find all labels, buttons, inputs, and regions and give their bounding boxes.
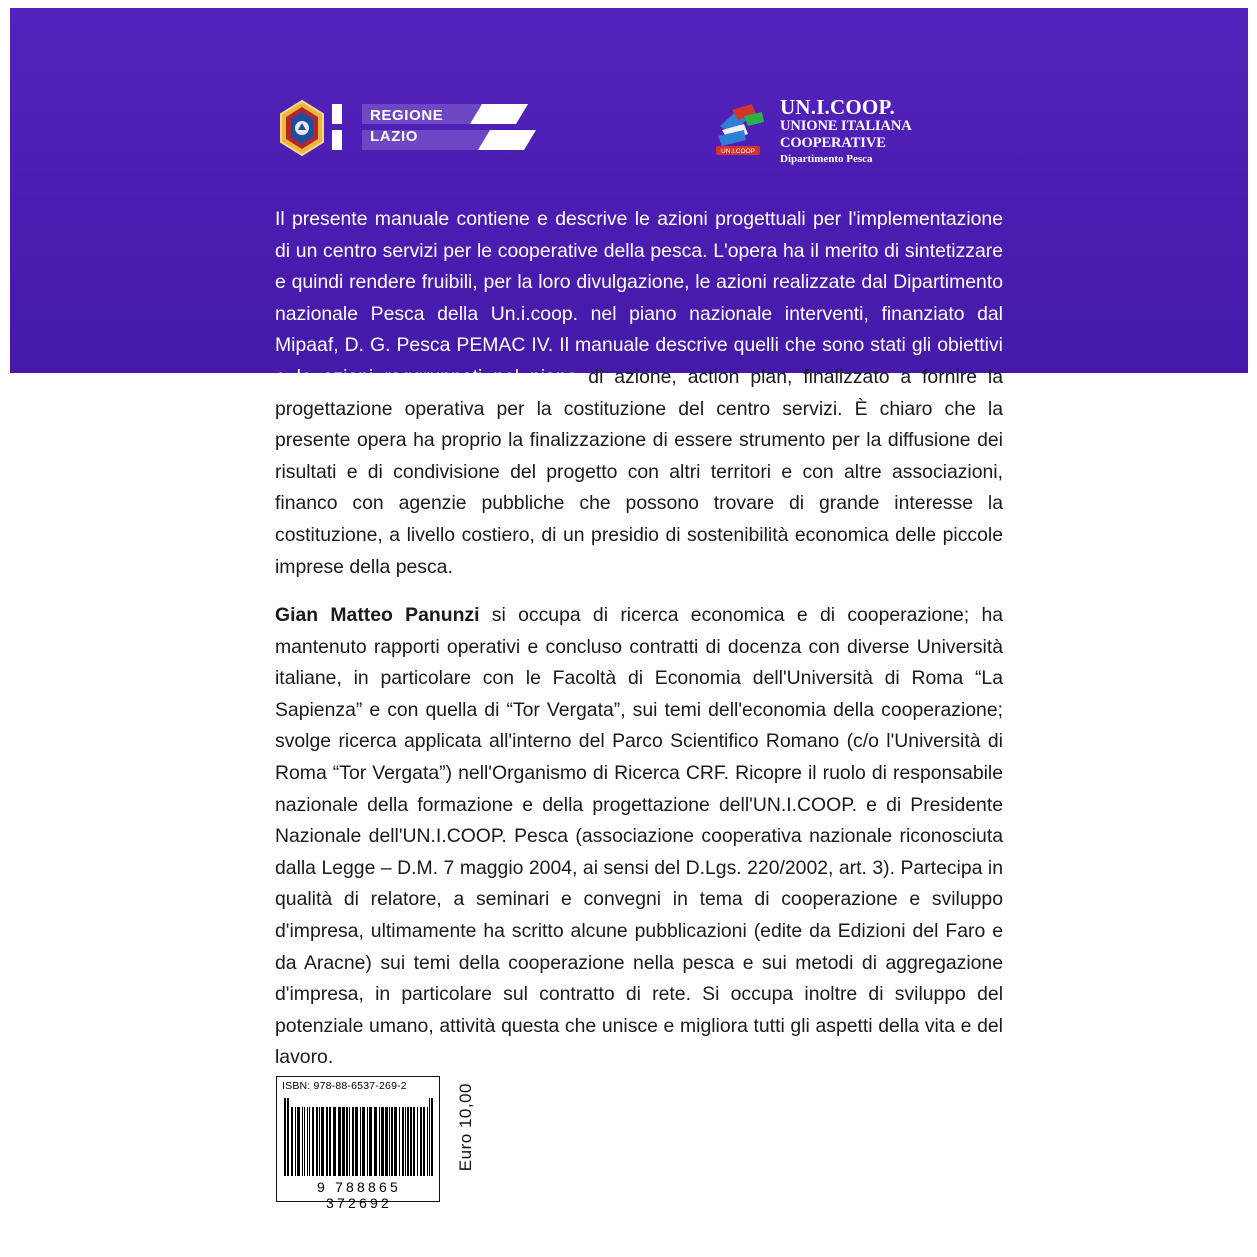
- unicoop-label-line2: UNIONE ITALIANA COOPERATIVE: [780, 118, 911, 151]
- price-label: Euro 10,00: [456, 1083, 475, 1172]
- author-bio-paragraph: [275, 600, 1003, 1074]
- barcode-bars-icon: [284, 1098, 434, 1176]
- regione-lazio-emblem-icon: [274, 100, 330, 156]
- unicoop-logo-icon: [710, 96, 772, 158]
- blurb-text-on-white: di azione, action plan, finalizzato a fornire la progettazione operativa per la costituzione del centro servizi. È chiaro che la presente opera ha proprio la finalizzazione di essere strumento per la diffusione dei risultati e di condivisione del progetto con altri territori e con altre associazioni, financo con agenzie pubbliche che possono trovare di grande interesse la costituzione, a livello costiero, di un presidio di sostenibilità economica delle piccole imprese della pesca.: [275, 365, 1003, 578]
- book-cover: [10, 8, 1248, 1249]
- logo-regione-lazio: [274, 100, 536, 156]
- isbn-label: ISBN: 978-88-6537-269-2: [282, 1080, 407, 1092]
- barcode-block: [276, 1076, 440, 1211]
- regione-label-line2: LAZIO: [370, 128, 418, 145]
- logo-unicoop: [710, 95, 1010, 165]
- unicoop-label-line3: Dipartimento Pesca: [780, 153, 873, 165]
- regione-label-line1: REGIONE: [370, 107, 444, 124]
- author-bio-text: si occupa di ricerca economica e di cooperazione; ha mantenuto rapporti operativi e concluso contratti di docenza con diverse Università italiane, in particolare con le Facoltà di Economia dell'Università di Roma “La Sapienza” e con quella di “Tor Vergata”, sui temi dell'economia della cooperazione; svolge ricerca applicata all'interno del Parco Scientifico Romano (c/o l'Università di Roma “Tor Vergata”) nell'Organismo di Ricerca CRF. Ricopre il ruolo di responsabile nazionale della formazione e della progettazione dell'UN.I.COOP. e di Presidente Nazionale dell'UN.I.COOP. Pesca (associazione cooperativa nazionale riconosciuta dalla Legge – D.M. 7 maggio 2004, ai sensi del D.Lgs. 220/2002, art. 3). Partecipa in qualità di relatore, a seminari e convegni in tema di cooperazione e sviluppo d'impresa, ultimamente ha scritto alcune pubblicazioni (edite da Edizioni del Faro e da Aracne) sui temi della cooperazione nella pesca e sui metodi di aggregazione d'impresa, in particolare sul contratto di rete. Si occupa inoltre di sviluppo del potenziale umano, attività questa che unisce e migliora tutti gli aspetti della vita e del lavoro.: [275, 604, 1004, 1069]
- unicoop-label-line1: UN.I.COOP.: [780, 95, 895, 119]
- barcode-digits: 9 788865 372692: [317, 1179, 401, 1211]
- blurb-paragraph: [275, 204, 1003, 583]
- svg-text:UN.I.COOP: UN.I.COOP: [721, 148, 755, 156]
- author-name: Gian Matteo Panunzi: [275, 604, 480, 626]
- blurb-text-on-purple: Il presente manuale contiene e descrive le azioni progettuali per l'implementazione di un centro servizi per le cooperative della pesca. L'opera ha il merito di sintetizzare e quindi rendere fruibili, per la loro divulgazione, le azioni realizzate dal Dipartimento nazionale Pesca della Un.i.coop. nel piano nazionale interventi, finanziato dal Mipaaf, D. G. Pesca PEMAC IV. Il manuale descrive quelli che sono stati gli obiettivi e le azioni raggruppati nel piano: [275, 208, 1003, 388]
